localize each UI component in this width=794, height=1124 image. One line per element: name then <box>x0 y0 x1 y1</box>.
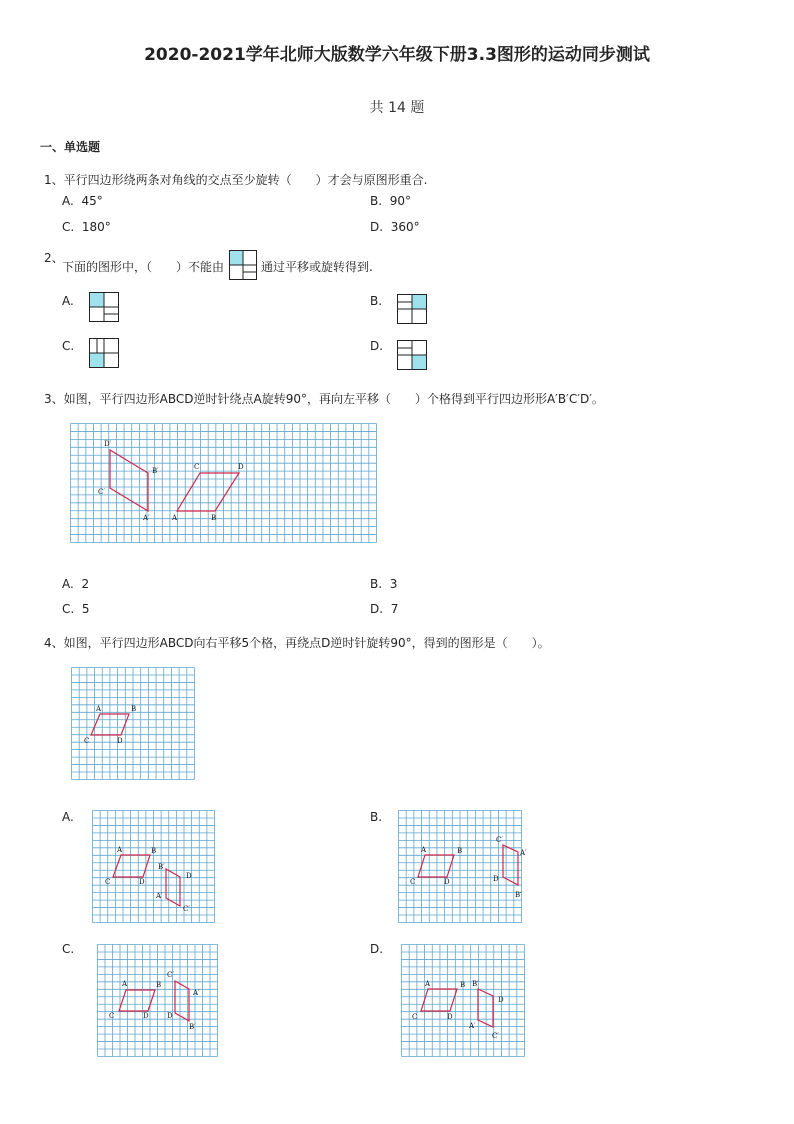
q1-option-a[interactable]: A. 45° <box>62 194 103 208</box>
q4c-label-c1: C′ <box>167 971 174 979</box>
q4-option-c-figure[interactable] <box>97 944 218 1057</box>
q4a-label-a: A <box>117 846 123 854</box>
q4-grid-figure <box>71 667 195 780</box>
q4c-label-d: D <box>143 1012 149 1020</box>
q4-option-d-letter[interactable]: D. <box>370 942 384 956</box>
q4c-label-b: B <box>156 981 162 989</box>
q4c-grid-lines <box>98 945 218 1057</box>
q4a-label-b: B <box>151 847 157 855</box>
question-count: 共 14 题 <box>369 100 425 116</box>
q4b-shape-rotated <box>503 845 518 885</box>
question-1-stem: 1、平行四边形绕两条对角线的交点至少旋转（ ）才会与原图形重合. <box>44 173 428 187</box>
reference-tile-figure <box>229 250 257 280</box>
q4a-label-d: D <box>139 878 145 886</box>
q4b-label-c: C <box>410 878 416 886</box>
q4c-label-d2: D <box>167 1012 173 1020</box>
q4-option-c-letter[interactable]: C. <box>62 942 75 956</box>
page-title: 2020-2021学年北师大版数学六年级下册3.3图形的运动同步测试 <box>144 45 650 65</box>
q2-option-d-figure[interactable] <box>397 340 427 370</box>
q2-option-b-letter[interactable]: B. <box>370 294 383 308</box>
q4d-label-b: B <box>460 981 466 989</box>
question-2-stem-after: 通过平移或旋转得到. <box>261 260 373 274</box>
q3-label-d: D <box>238 463 244 471</box>
question-4-stem: 4、如图，平行四边形ABCD向右平移5个格，再绕点D逆时针旋转90°，得到的图形是（ ）。 <box>44 636 550 650</box>
q4b-label-b: B <box>457 847 463 855</box>
question-2-stem-before: 下面的图形中，（ ）不能由 <box>62 260 225 274</box>
q4-option-b-figure[interactable] <box>398 810 527 923</box>
q4d-label-d: D <box>447 1013 453 1021</box>
q2-option-d-letter[interactable]: D. <box>370 339 384 353</box>
q3-label-b: B <box>211 514 217 522</box>
q3-label-a: A <box>172 514 178 522</box>
q4-option-a-figure[interactable] <box>92 810 215 923</box>
q2-option-a-figure[interactable] <box>89 292 119 322</box>
q4-grid-lines <box>72 668 195 780</box>
q4d-label-a: A <box>425 980 431 988</box>
q4c-label-c: C <box>109 1012 115 1020</box>
q4-label-c: C <box>84 737 90 745</box>
q2-option-b-figure[interactable] <box>397 294 427 324</box>
question-3-stem: 3、如图，平行四边形ABCD逆时针绕点A旋转90°，再向左平移（ ）个格得到平行四边形形A′B′C′D′。 <box>44 392 604 406</box>
q2-option-c-letter[interactable]: C. <box>62 339 75 353</box>
q4d-label-b1: B′ <box>472 980 479 988</box>
q3-parallelogram-rotated <box>110 450 148 511</box>
q4a-shape-original <box>113 855 150 877</box>
q4c-label-a1: A′ <box>193 989 200 997</box>
q4b-label-d: D <box>444 878 450 886</box>
q3-option-a[interactable]: A. 2 <box>62 577 90 591</box>
q4a-label-c: C <box>105 878 111 886</box>
q4-label-d: D <box>117 737 123 745</box>
q4a-grid-lines <box>93 811 215 923</box>
q2-option-c-figure[interactable] <box>89 338 119 368</box>
q4a-label-d2: D <box>186 872 192 880</box>
q4a-label-c1: C′ <box>183 905 190 913</box>
q3-label-b1: B′ <box>152 467 159 475</box>
q4b-shape-original <box>418 855 454 877</box>
question-2-number: 2、 <box>44 251 64 265</box>
q4c-shape-rotated <box>175 981 189 1021</box>
q4d-label-c1: C′ <box>492 1032 499 1040</box>
q3-option-b[interactable]: B. 3 <box>370 577 398 591</box>
q3-label-a1: A′ <box>143 514 150 522</box>
q4d-shape-original <box>421 989 457 1011</box>
q4-label-b: B <box>131 705 137 713</box>
q4b-label-d2: D <box>493 875 499 883</box>
q4d-grid-lines <box>402 945 525 1057</box>
q4b-label-b1: B′ <box>515 891 522 899</box>
q4b-label-a: A <box>421 846 427 854</box>
q3-grid-lines <box>71 424 377 543</box>
q2-option-a-letter[interactable]: A. <box>62 294 74 308</box>
q3-option-d[interactable]: D. 7 <box>370 602 399 616</box>
q4c-label-b1: B′ <box>189 1023 196 1031</box>
q4-option-a-letter[interactable]: A. <box>62 810 74 824</box>
q3-grid-figure <box>70 423 377 543</box>
q1-option-c[interactable]: C. 180° <box>62 220 111 234</box>
q4b-label-c1: C′ <box>496 836 503 844</box>
section-heading: 一、单选题 <box>40 140 101 154</box>
q4d-shape-rotated <box>478 989 493 1027</box>
q4a-label-a1: A′ <box>156 892 163 900</box>
q1-option-d[interactable]: D. 360° <box>370 220 420 234</box>
q4a-label-b1: B′ <box>158 863 165 871</box>
q4-label-a: A <box>96 705 102 713</box>
q4-option-d-figure[interactable] <box>401 944 525 1057</box>
q4d-label-a1: A′ <box>469 1022 476 1030</box>
q3-label-c: C <box>194 463 200 471</box>
q3-label-d1: D′ <box>104 440 112 448</box>
q4d-label-d2: D <box>498 996 504 1004</box>
q4-option-b-letter[interactable]: B. <box>370 810 383 824</box>
q4c-label-a: A <box>122 980 128 988</box>
q3-label-c1: C′ <box>98 488 105 496</box>
q3-option-c[interactable]: C. 5 <box>62 602 90 616</box>
q4d-label-c: C <box>412 1013 418 1021</box>
q1-option-b[interactable]: B. 90° <box>370 194 411 208</box>
q4b-label-a1: A′ <box>520 849 527 857</box>
